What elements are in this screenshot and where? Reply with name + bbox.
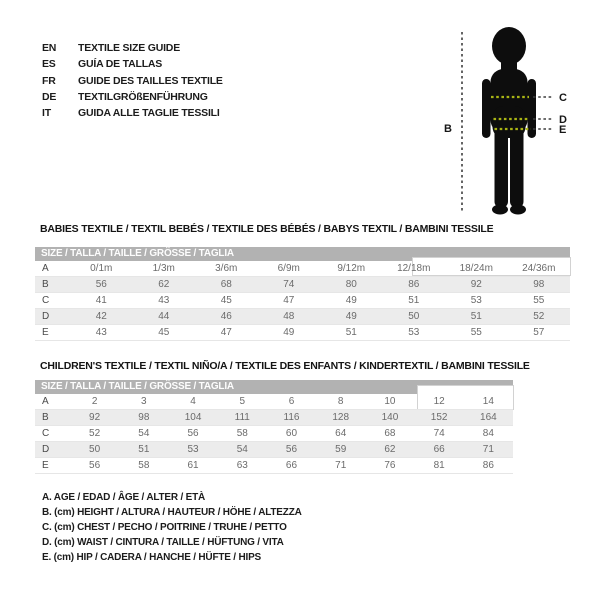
cell-value: 92 (89, 412, 101, 423)
cell-value: 55 (533, 295, 545, 306)
language-row (42, 105, 223, 121)
cell-value: 60 (285, 428, 298, 439)
children-table-title: CHILDREN'S TEXTILE / TEXTIL NIÑO/A / TEXTILE DES ENFANTS / KINDERTEXTIL / BAMBINI TESSILE (40, 360, 530, 372)
table-row (35, 325, 570, 341)
cell-value: 49 (345, 311, 357, 322)
cell-value: 8 (337, 396, 344, 407)
legend-line: B. (cm) HEIGHT / ALTURA / HAUTEUR / HÖHE / ALTEZZA (42, 507, 302, 518)
babies-size-table (35, 247, 570, 341)
row-label: B (42, 279, 49, 290)
cell-value: 47 (283, 295, 295, 306)
cell-value: 111 (234, 412, 250, 423)
cell-value: 71 (335, 460, 347, 471)
cell-value: 56 (95, 279, 107, 290)
legend-line: D. (cm) WAIST / CINTURA / TAILLE / HÜFTUNG / VITA (42, 537, 284, 548)
cell-value: 10 (384, 396, 396, 407)
language-row (42, 40, 223, 56)
cell-value: 63 (236, 460, 248, 471)
table-row (35, 394, 513, 410)
cell-value: 81 (433, 460, 445, 471)
figure-label-waist: D (559, 114, 567, 126)
cell-value: 12 (433, 396, 445, 407)
legend-line: C. (cm) CHEST / PECHO / POITRINE / TRUHE / PETTO (42, 522, 287, 533)
table-row (35, 293, 570, 309)
cell-value: 51 (345, 327, 357, 338)
cell-value: 61 (187, 460, 199, 471)
cell-value: 18/24m (459, 263, 493, 274)
language-code: ES (42, 58, 56, 71)
cell-value: 50 (89, 444, 101, 455)
language-label: TEXTILGRÖßENFÜHRUNG (78, 90, 208, 103)
cell-value: 53 (408, 327, 420, 338)
table-row (35, 426, 513, 442)
cell-value: 84 (482, 428, 494, 439)
cell-value: 47 (220, 327, 232, 338)
cell-value: 74 (433, 428, 445, 439)
cell-value: 164 (480, 412, 497, 423)
cell-value: 140 (381, 412, 399, 423)
cell-value: 45 (220, 295, 232, 306)
cell-value: 80 (345, 279, 357, 290)
cell-value: 9/12m (337, 263, 366, 274)
row-label: C (42, 295, 50, 306)
legend-line: E. (cm) HIP / CADERA / HANCHE / HÜFTE / HIPS (42, 552, 262, 563)
cell-value: 71 (482, 444, 494, 455)
child-figure (437, 8, 600, 233)
language-code: FR (42, 74, 56, 87)
language-label: TEXTILE SIZE GUIDE (78, 42, 180, 55)
cell-value: 52 (89, 428, 101, 439)
language-code: DE (42, 90, 57, 103)
row-label: E (42, 460, 49, 471)
child-silhouette-icon (482, 27, 536, 215)
cell-value: 53 (470, 295, 482, 306)
cell-value: 53 (187, 444, 199, 455)
cell-value: 98 (533, 279, 545, 290)
cell-value: 68 (384, 428, 396, 439)
table-row (35, 458, 513, 474)
cell-value: 43 (95, 327, 107, 338)
language-list (42, 40, 223, 121)
cell-value: 44 (158, 311, 170, 322)
cell-value: 51 (138, 444, 150, 455)
babies-table-title: BABIES TEXTILE / TEXTIL BEBÉS / TEXTILE DES BÉBÉS / BABYS TEXTIL / BAMBINI TESSILE (40, 223, 494, 235)
cell-value: 4 (190, 396, 196, 407)
table-row (35, 309, 570, 325)
cell-value: 2 (91, 396, 98, 407)
table-row (35, 261, 570, 277)
language-label: GUIDA ALLE TAGLIE TESSILI (78, 107, 220, 120)
cell-value: 62 (158, 279, 170, 290)
cell-value: 6 (288, 396, 295, 407)
table-row (35, 277, 570, 293)
cell-value: 3/6m (215, 263, 238, 274)
cell-value: 48 (283, 311, 295, 322)
cell-value: 92 (470, 279, 482, 290)
children-size-table (35, 380, 513, 474)
cell-value: 6/9m (277, 263, 300, 274)
row-label: B (42, 412, 49, 423)
cell-value: 74 (283, 279, 295, 290)
cell-value: 49 (345, 295, 357, 306)
measurement-legend (42, 490, 302, 565)
cell-value: 58 (138, 460, 150, 471)
row-label: E (42, 327, 49, 338)
cell-value: 0/1m (90, 263, 113, 274)
cell-value: 56 (285, 444, 298, 455)
language-row (42, 73, 223, 89)
cell-value: 45 (158, 327, 170, 338)
cell-value: 62 (384, 444, 396, 455)
cell-value: 66 (285, 460, 298, 471)
cell-value: 58 (236, 428, 248, 439)
table-row (35, 410, 513, 426)
cell-value: 14 (482, 396, 494, 407)
cell-value: 50 (408, 311, 420, 322)
row-label: C (42, 428, 50, 439)
row-label: D (42, 311, 50, 322)
cell-value: 51 (470, 311, 482, 322)
cell-value: 56 (89, 460, 101, 471)
cell-value: 86 (482, 460, 494, 471)
cell-value: 42 (95, 311, 107, 322)
language-label: GUIDE DES TAILLES TEXTILE (78, 74, 223, 87)
legend-line: A. AGE / EDAD / ÂGE / ALTER / ETÀ (42, 492, 206, 503)
cell-value: 64 (335, 428, 347, 439)
cell-value: 128 (332, 412, 350, 423)
cell-value: 51 (408, 295, 420, 306)
language-code: EN (42, 42, 57, 55)
cell-value: 66 (433, 444, 445, 455)
cell-value: 104 (184, 412, 202, 423)
children-table-rows (35, 394, 513, 474)
table-row (35, 442, 513, 458)
cell-value: 12/18m (397, 263, 431, 274)
cell-value: 3 (141, 396, 147, 407)
figure-label-hip: E (559, 124, 567, 136)
cell-value: 116 (283, 412, 300, 423)
figure-label-height: B (444, 123, 452, 135)
cell-value: 152 (430, 412, 448, 423)
figure-label-chest: C (559, 92, 567, 104)
size-header-bar: SIZE / TALLA / TAILLE / GRÖSSE / TAGLIA (35, 247, 570, 261)
cell-value: 54 (138, 428, 150, 439)
cell-value: 52 (533, 311, 545, 322)
cell-value: 49 (283, 327, 295, 338)
cell-value: 57 (533, 327, 545, 338)
cell-value: 55 (470, 327, 482, 338)
row-label: A (42, 263, 49, 274)
language-row (42, 56, 223, 72)
cell-value: 46 (220, 311, 232, 322)
cell-value: 41 (95, 295, 107, 306)
cell-value: 76 (384, 460, 396, 471)
cell-value: 86 (408, 279, 420, 290)
language-code: IT (42, 107, 51, 120)
cell-value: 59 (335, 444, 347, 455)
row-label: A (42, 396, 49, 407)
cell-value: 1/3m (152, 263, 175, 274)
cell-value: 56 (187, 428, 199, 439)
cell-value: 68 (220, 279, 232, 290)
language-label: GUÍA DE TALLAS (78, 58, 163, 71)
cell-value: 43 (158, 295, 170, 306)
cell-value: 5 (239, 396, 246, 407)
cell-value: 54 (236, 444, 248, 455)
cell-value: 98 (138, 412, 150, 423)
size-header-bar: SIZE / TALLA / TAILLE / GRÖSSE / TAGLIA (35, 380, 513, 394)
row-label: D (42, 444, 50, 455)
cell-value: 24/36m (522, 263, 556, 274)
babies-table-rows (35, 261, 570, 341)
language-row (42, 89, 223, 105)
